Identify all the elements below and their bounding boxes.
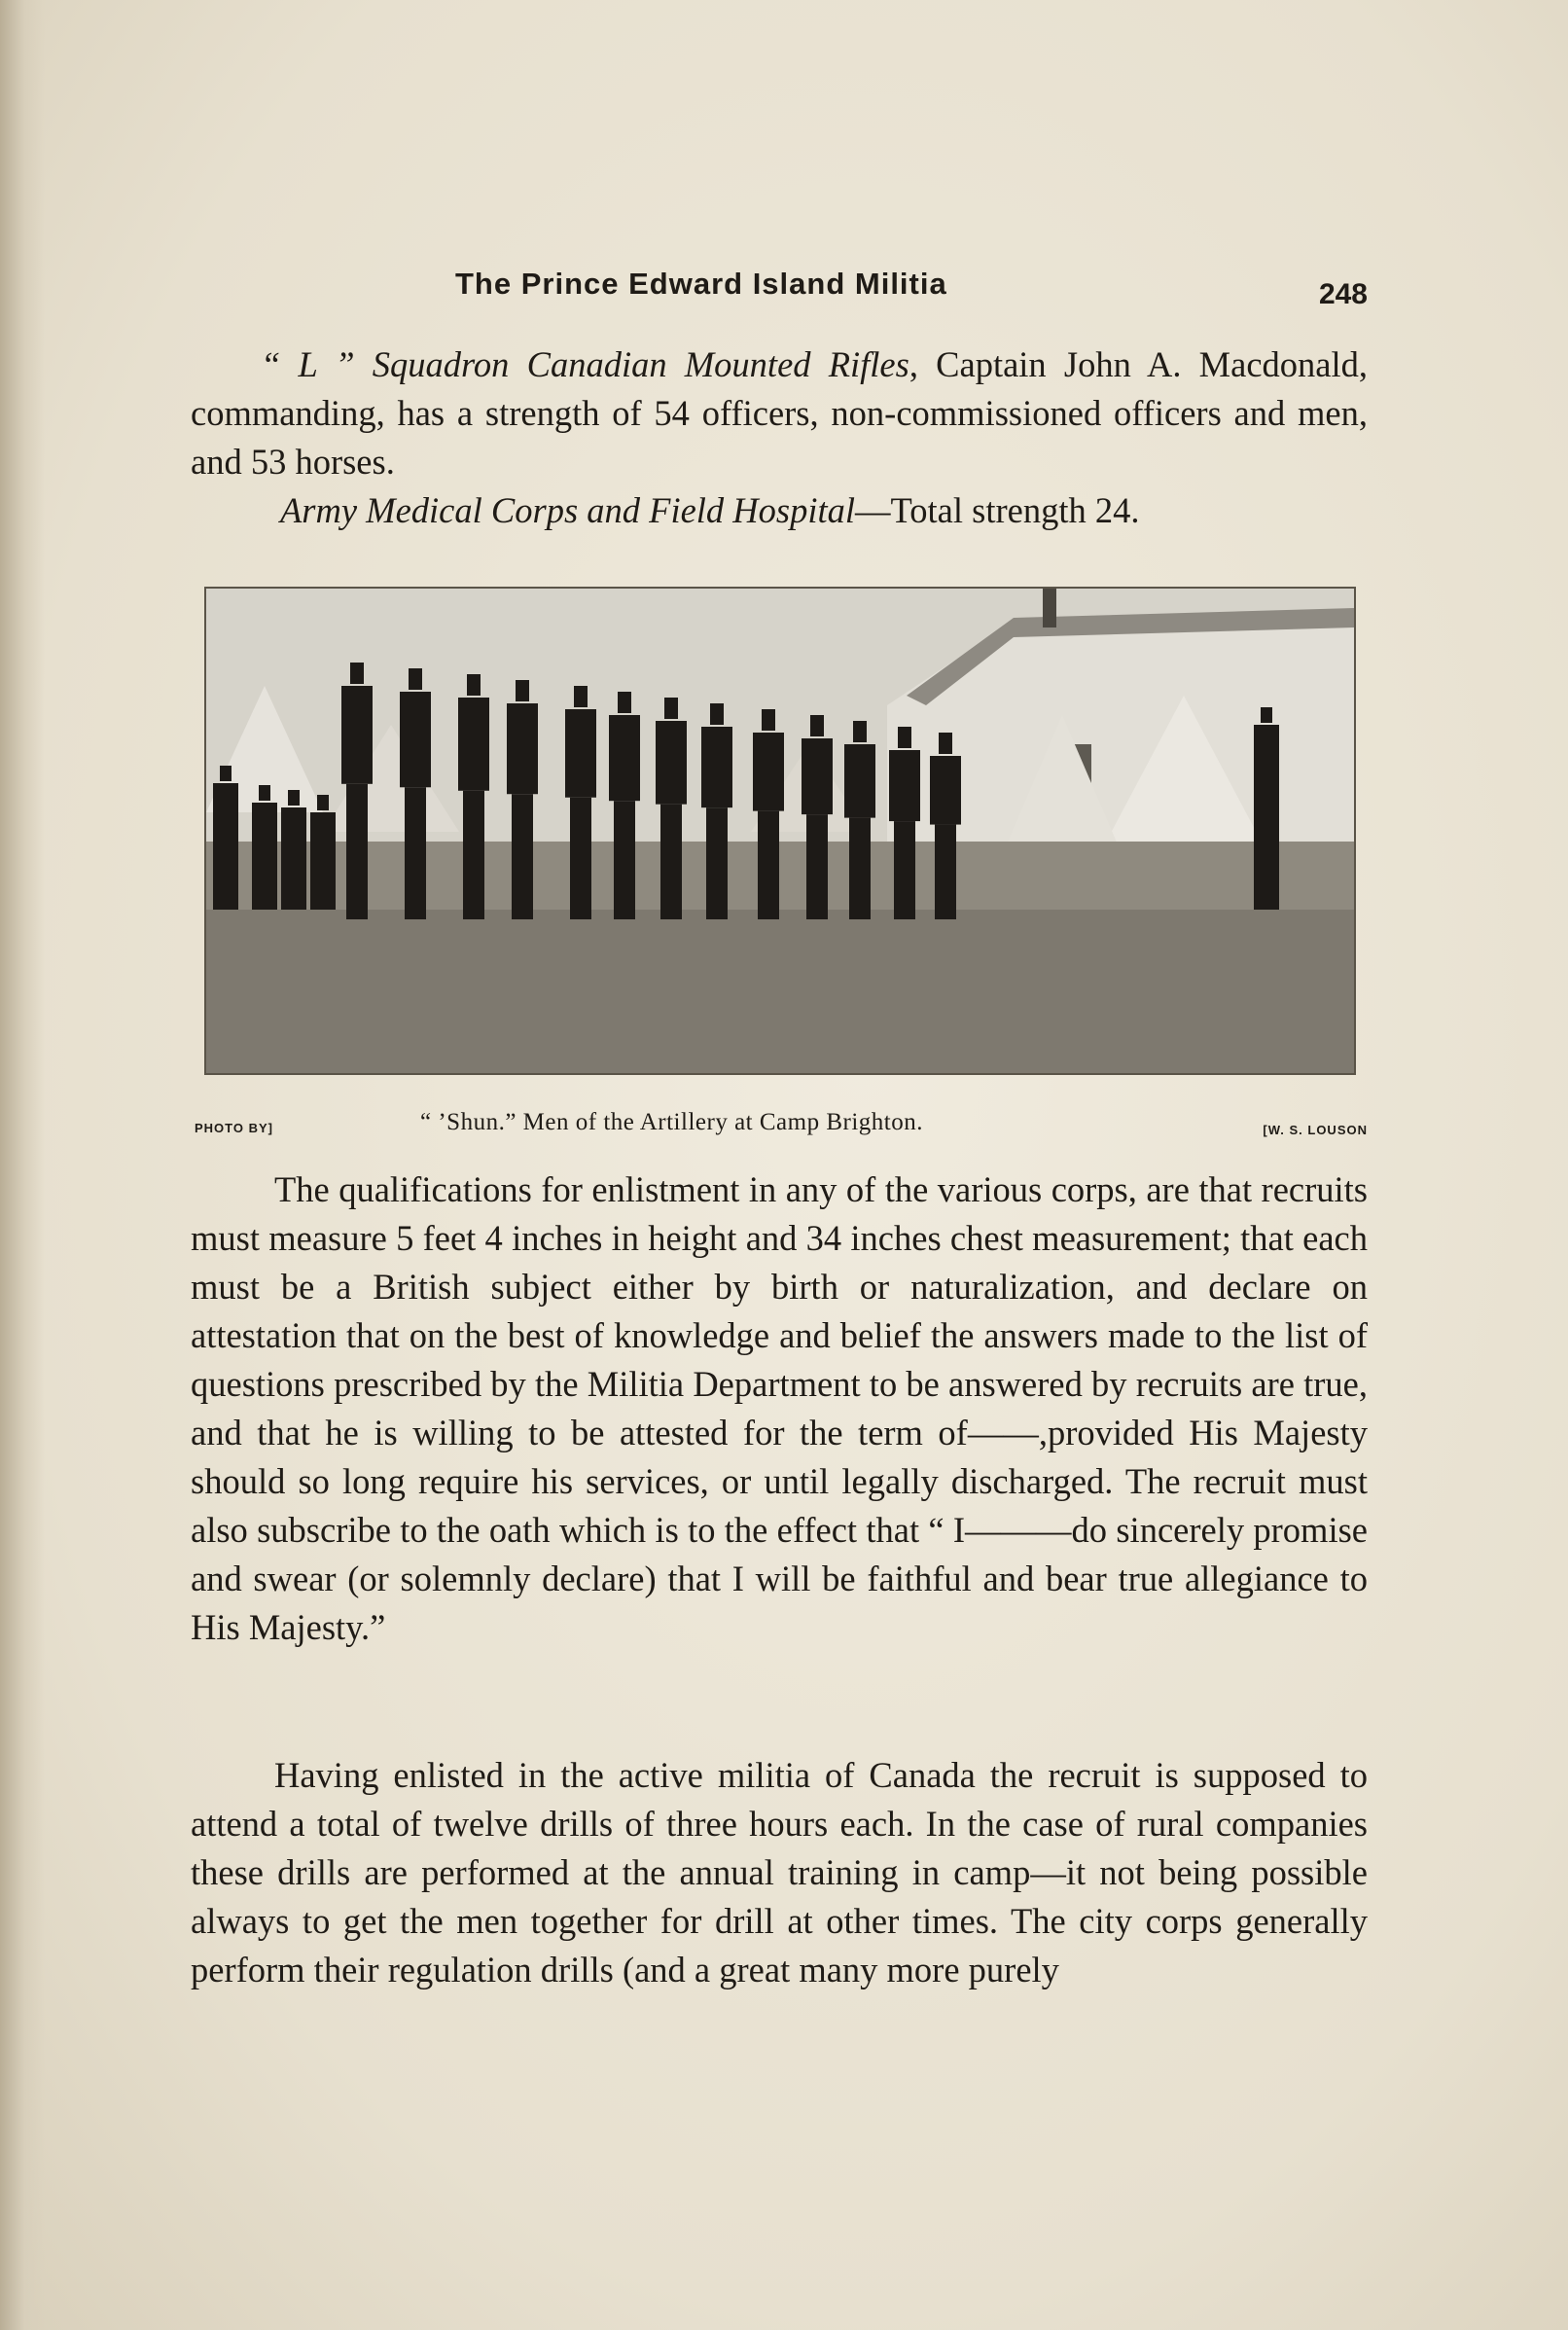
photo-scene bbox=[206, 589, 1354, 1073]
chimney bbox=[1043, 589, 1056, 627]
photo-credit-right: [W. S. LOUSON bbox=[1263, 1123, 1368, 1137]
paragraph-squadron bbox=[191, 341, 1368, 486]
photo-credit-left: PHOTO BY] bbox=[195, 1121, 273, 1135]
unit-name-squadron: “ L ” Squadron Canadian Mounted Rifles bbox=[261, 344, 909, 384]
bystander-figure bbox=[1254, 707, 1279, 910]
paragraph-drills: Having enlisted in the active militia of Canada the recruit is supposed to attend a total of twelve drills of three hours each. In the case of rural companies these drills are performed at the annual training in camp—it not being possible always to get the men together for drill at other times. The city corps generally perform their regulation drills (and a great many more purely bbox=[191, 1755, 1368, 1989]
photo-caption bbox=[195, 1109, 1368, 1158]
bystander-figure bbox=[281, 790, 306, 910]
page-header bbox=[195, 261, 1368, 319]
page-number: 248 bbox=[1318, 278, 1368, 310]
paragraph-medical bbox=[191, 486, 1368, 535]
page-gutter bbox=[0, 0, 45, 2330]
caption-text: “ ’Shun.” Men of the Artillery at Camp Brighton. bbox=[420, 1109, 923, 1135]
artillery-photograph bbox=[204, 587, 1356, 1075]
running-title: The Prince Edward Island Militia bbox=[455, 267, 947, 301]
unit-name-medical: Army Medical Corps and Field Hospital bbox=[280, 490, 856, 530]
paragraph-squadron-text: , Captain John A. Macdonald, commanding, has a strength of 54 officers, non-commissioned officers and men, and 53 horses. bbox=[191, 344, 1368, 482]
paragraph-qualifications: The qualifications for enlistment in any of the various corps, are that recruits must measure 5 feet 4 inches in height and 34 inches chest measurement; that each must be a British subject either by birth or naturalization, and declare on attestation that on the best of knowledge and belief the answers made to the list of questions prescribed by the Militia Department to be answered by recruits are true, and that he is willing to be attested for the term of——,provided His Majesty should so long require his services, or until legally discharged. The recruit must also subscribe to the oath which is to the effect that “ I———do sincerely promise and swear (or solemnly declare) that I will be faithful and bear true allegiance to His Majesty.” bbox=[191, 1169, 1368, 1647]
bystander-figure bbox=[213, 766, 238, 910]
bystander-figure bbox=[252, 785, 277, 910]
paragraph-medical-text: —Total strength 24. bbox=[855, 490, 1140, 530]
